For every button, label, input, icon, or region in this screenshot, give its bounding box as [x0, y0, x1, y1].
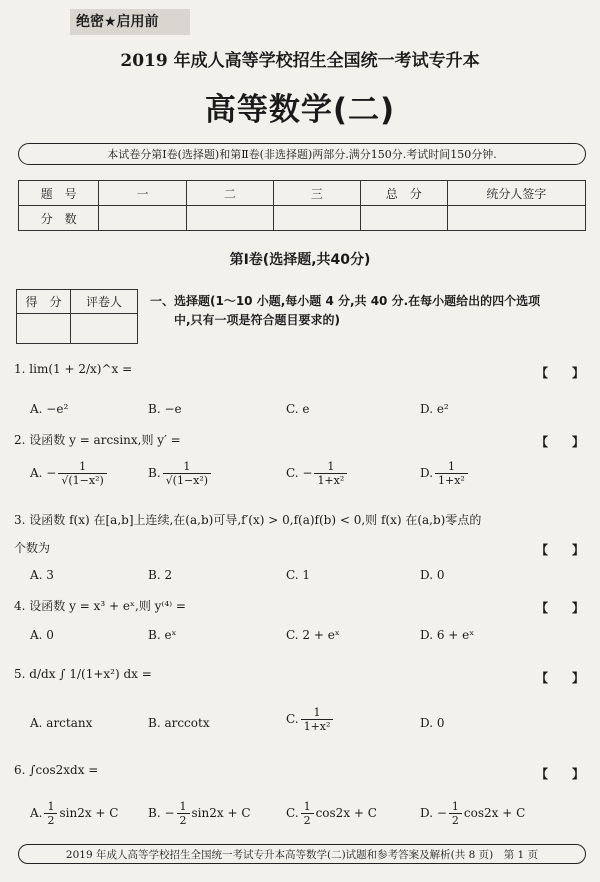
answer-bracket[interactable]: 【 】: [536, 767, 585, 781]
question-stem: 设函数 f(x) 在[a,b]上连续,在(a,b)可导,f′(x) > 0,f(a)f(b) < 0,则 f(x) 在(a,b)零点的: [29, 513, 482, 527]
grader-box: [16, 289, 138, 344]
exam-notice: 本试卷分第Ⅰ卷(选择题)和第Ⅱ卷(非选择题)两部分.满分150分.考试时间150分钟.: [18, 143, 586, 165]
grader-score-cell[interactable]: [17, 314, 71, 344]
question-4: 4. 设函数 y = x³ + eˣ,则 y⁽⁴⁾ =: [14, 599, 186, 613]
question-stem: 设函数 y = arcsinx,则 y′ =: [29, 433, 181, 447]
score-table-header: 三: [273, 181, 360, 206]
fraction: $\frac{1}{\text{1+x²}}$: [314, 460, 347, 487]
option-d[interactable]: D. e²: [420, 402, 449, 416]
section-line-2: 中,只有一项是符合题目要求的): [174, 313, 341, 327]
question-stem: lim(1 + 2/x)^x =: [29, 362, 133, 376]
answer-bracket[interactable]: 【 】: [536, 435, 585, 449]
option-c[interactable]: C. $\frac{1}{2}$ cos2x + C: [286, 800, 377, 827]
option-d[interactable]: D. 0: [420, 568, 445, 582]
score-table: [18, 180, 586, 231]
answer-bracket[interactable]: 【 】: [536, 601, 585, 615]
score-table-header: 一: [99, 181, 187, 206]
option-d[interactable]: D. $\frac{1}{\text{1+x²}}$: [420, 460, 470, 487]
fraction: $\frac{1}{2}$: [44, 800, 57, 827]
answer-bracket[interactable]: 【 】: [536, 543, 585, 557]
score-row-label: 分 数: [19, 206, 99, 231]
score-table-header: 总 分: [360, 181, 447, 206]
exam-title: 2019 年成人高等学校招生全国统一考试专升本: [120, 51, 480, 71]
grader-name-cell[interactable]: [70, 314, 137, 344]
option-c[interactable]: C. $\frac{1}{\text{1+x²}}$: [286, 706, 335, 733]
option-a[interactable]: A. arctanx: [30, 716, 93, 730]
score-table-header: 二: [187, 181, 274, 206]
option-b[interactable]: B. $\frac{1}{\text{√(1−x²)}}$: [148, 460, 213, 487]
question-1: 1. lim(1 + 2/x)^x =: [14, 362, 133, 376]
question-3: 3. 设函数 f(x) 在[a,b]上连续,在(a,b)可导,f′(x) > 0,f(a)f(b) < 0,则 f(x) 在(a,b)零点的: [14, 513, 482, 527]
fraction: $\frac{1}{\text{1+x²}}$: [435, 460, 468, 487]
option-b[interactable]: B. 2: [148, 568, 173, 582]
section-line-1: 一、选择题(1～10 小题,每小题 4 分,共 40 分.在每小题给出的四个选项: [150, 294, 541, 308]
option-a[interactable]: A. 0: [30, 628, 54, 642]
option-b[interactable]: B. eˣ: [148, 628, 177, 642]
option-a[interactable]: A. 3: [30, 568, 54, 582]
question-3-cont: 个数为: [14, 541, 51, 555]
fraction: $\frac{1}{\text{√(1−x²)}}$: [58, 460, 106, 487]
option-b[interactable]: B. − $\frac{1}{2}$ sin2x + C: [148, 800, 251, 827]
fraction: $\frac{1}{\text{√(1−x²)}}$: [163, 460, 211, 487]
fraction: $\frac{1}{2}$: [301, 800, 314, 827]
score-cell[interactable]: [187, 206, 274, 231]
score-cell[interactable]: [99, 206, 187, 231]
option-a[interactable]: A. − $\frac{1}{\text{√(1−x²)}}$: [30, 460, 109, 487]
signature-cell[interactable]: [447, 206, 585, 231]
option-a[interactable]: A. $\frac{1}{2}$ sin2x + C: [30, 800, 119, 827]
question-2: 2. 设函数 y = arcsinx,则 y′ =: [14, 433, 181, 447]
option-a[interactable]: A. −e²: [30, 402, 69, 416]
score-cell[interactable]: [360, 206, 447, 231]
option-c[interactable]: C. e: [286, 402, 310, 416]
question-6: 6. ∫cos2xdx =: [14, 763, 99, 777]
option-d[interactable]: D. 6 + eˣ: [420, 628, 475, 642]
answer-bracket[interactable]: 【 】: [536, 671, 585, 685]
fraction: $\frac{1}{\text{1+x²}}$: [301, 706, 334, 733]
question-stem: 设函数 y = x³ + eˣ,则 y⁽⁴⁾ =: [29, 599, 186, 613]
section-instructions: [150, 292, 590, 330]
option-d[interactable]: D. − $\frac{1}{2}$ cos2x + C: [420, 800, 526, 827]
part1-title: 第Ⅰ卷(选择题,共40分): [229, 252, 371, 268]
question-stem: ∫ 1/(1+x²) dx =: [59, 667, 152, 681]
option-b[interactable]: B. arccotx: [148, 716, 210, 730]
page-footer: 2019 年成人高等学校招生全国统一考试专升本高等数学(二)试题和参考答案及解析(共 8 页) 第 1 页: [18, 844, 586, 864]
grader-header: 评卷人: [70, 290, 137, 314]
question-5: 5. d/dx ∫ 1/(1+x²) dx =: [14, 667, 152, 681]
option-d[interactable]: D. 0: [420, 716, 445, 730]
grader-header: 得 分: [17, 290, 71, 314]
fraction: $\frac{1}{2}$: [177, 800, 190, 827]
option-c[interactable]: C. 1: [286, 568, 311, 582]
subject-title: 高等数学(二): [204, 92, 396, 128]
option-b[interactable]: B. −e: [148, 402, 182, 416]
question-stem: ∫cos2xdx =: [29, 763, 99, 777]
confidential-badge: 绝密★启用前: [70, 9, 190, 35]
answer-bracket[interactable]: 【 】: [536, 366, 585, 380]
score-table-header: 题 号: [19, 181, 99, 206]
option-c[interactable]: C. − $\frac{1}{\text{1+x²}}$: [286, 460, 349, 487]
fraction: $\frac{1}{2}$: [449, 800, 462, 827]
score-table-header: 统分人签字: [447, 181, 585, 206]
score-cell[interactable]: [273, 206, 360, 231]
option-c[interactable]: C. 2 + eˣ: [286, 628, 340, 642]
derivative-operator: d/dx: [29, 667, 56, 681]
